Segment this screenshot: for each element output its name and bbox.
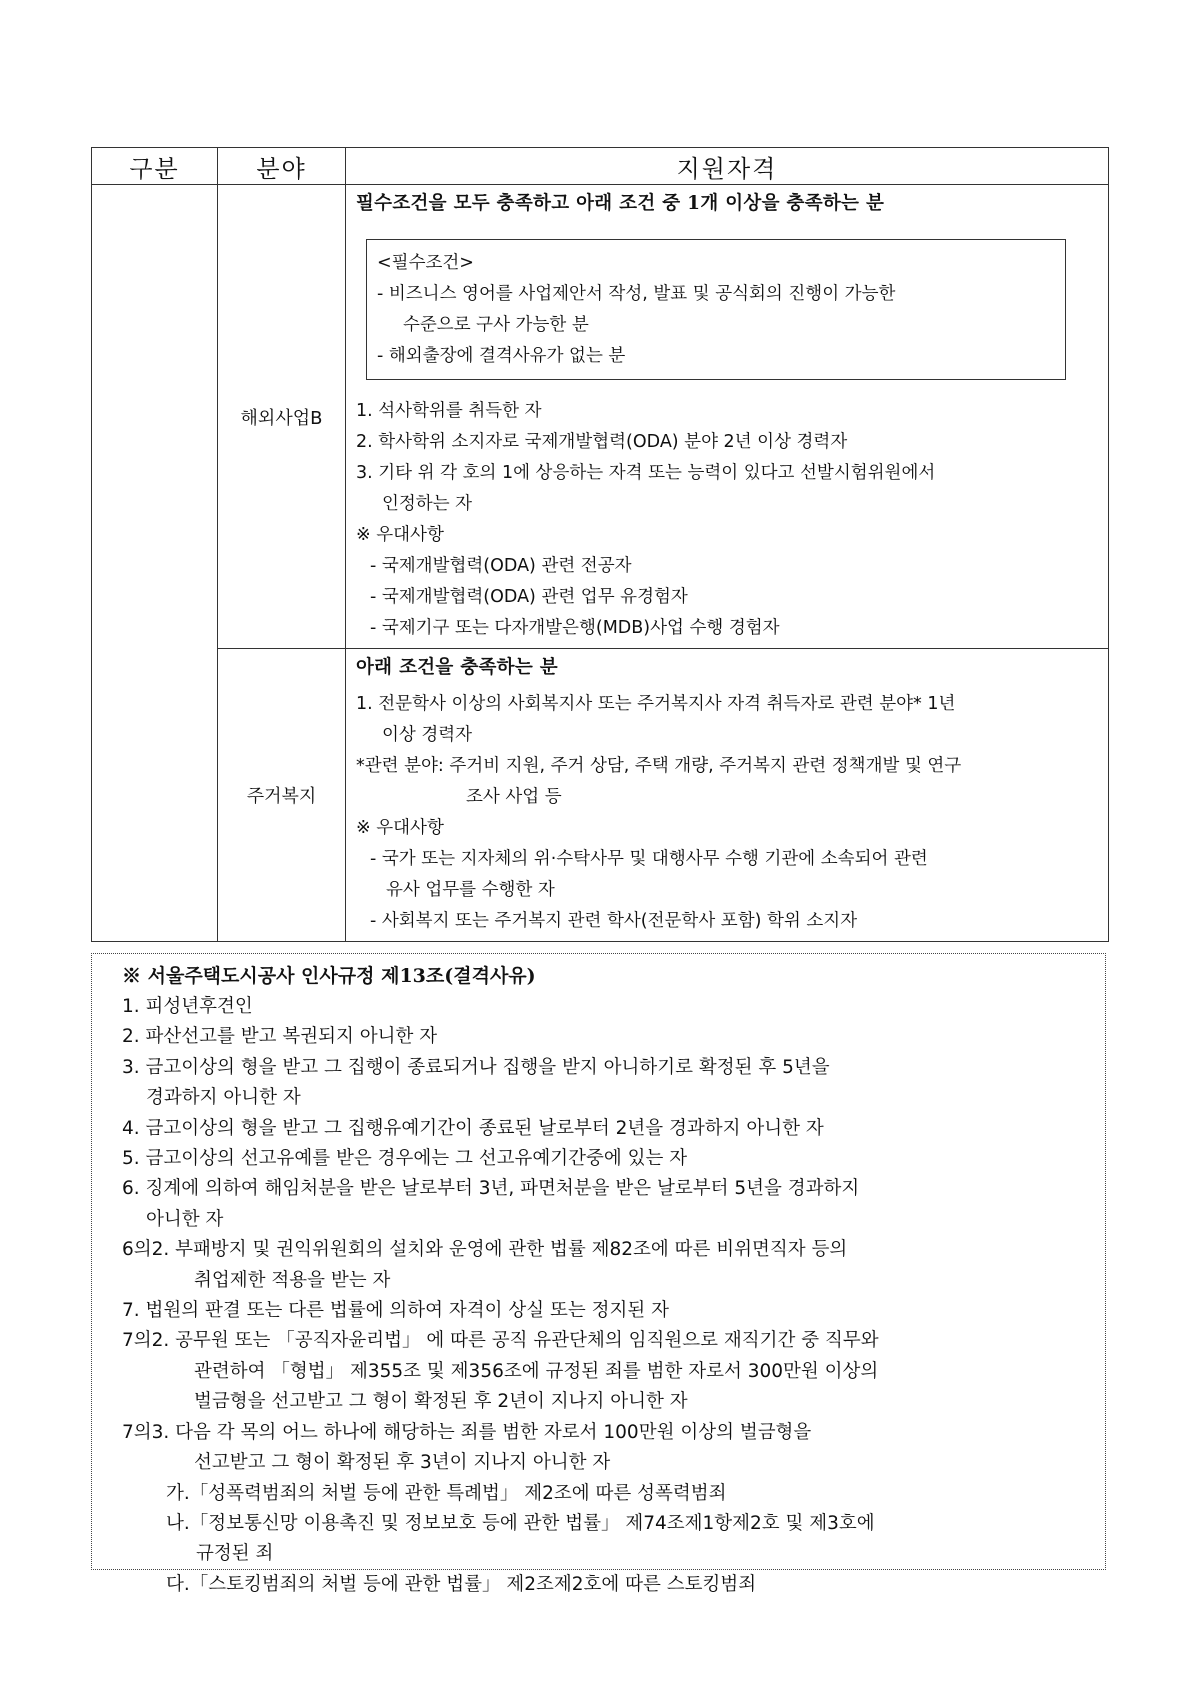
- preference-item: - 국제기구 또는 다자개발은행(MDB)사업 수행 경험자: [370, 618, 780, 638]
- preference-item-continued: 유사 업무를 수행한 자: [386, 880, 555, 900]
- qualification-lead: 아래 조건을 충족하는 분: [356, 657, 558, 678]
- category-cell: [92, 185, 218, 942]
- sub-item: 나.「정보통신망 이용촉진 및 정보보호 등에 관한 법률」 제74조제1항제2호 및 제3호에: [166, 1512, 875, 1534]
- list-item-continued: 관련하여 「형법」 제355조 및 제356조에 규정된 죄를 범한 자로서 300만원 이상의: [194, 1360, 879, 1382]
- sub-item: 가.「성폭력범죄의 처벌 등에 관한 특례법」 제2조에 따른 성폭력범죄: [166, 1482, 727, 1504]
- field-label: 주거복지: [246, 786, 317, 807]
- condition-item: 3. 기타 위 각 호의 1에 상응하는 자격 또는 능력이 있다고 선발시험위원에서: [356, 463, 936, 483]
- list-item: 6. 징계에 의하여 해임처분을 받은 날로부터 3년, 파면처분을 받은 날로부터 5년을 경과하지: [122, 1178, 860, 1200]
- condition-item-continued: 이상 경력자: [382, 725, 473, 745]
- table-row: [92, 185, 1109, 649]
- qualification-cell: [346, 185, 1109, 649]
- list-item: 7의3. 다음 각 목의 어느 하나에 해당하는 죄를 범한 자로서 100만원 이상의 벌금형을: [122, 1421, 812, 1443]
- table-row: [92, 649, 1109, 942]
- field-label: 해외사업B: [240, 407, 323, 429]
- condition-item: 2. 학사학위 소지자로 국제개발협력(ODA) 분야 2년 이상 경력자: [356, 432, 848, 452]
- qualification-cell: [346, 649, 1109, 942]
- disqualification-title: ※ 서울주택도시공사 인사규정 제13조(결격사유): [122, 965, 536, 987]
- list-item: 2. 파산선고를 받고 복권되지 아니한 자: [122, 1026, 438, 1048]
- preference-item: - 국가 또는 지자체의 위·수탁사무 및 대행사무 수행 기관에 소속되어 관련: [370, 849, 928, 869]
- required-title: <필수조건>: [377, 253, 474, 273]
- condition-note: *관련 분야: 주거비 지원, 주거 상담, 주택 개량, 주거복지 관련 정책개발 및 연구: [356, 756, 962, 776]
- list-item: 6의2. 부패방지 및 권익위원회의 설치와 운영에 관한 법률 제82조에 따른 비위면직자 등의: [122, 1239, 848, 1261]
- list-item-continued: 아니한 자: [146, 1208, 224, 1230]
- sub-item: 다.「스토킹범죄의 처벌 등에 관한 법률」 제2조제2호에 따른 스토킹범죄: [166, 1573, 757, 1595]
- field-cell: [218, 185, 346, 649]
- preference-title: ※ 우대사항: [356, 525, 444, 545]
- condition-note-continued: 조사 사업 등: [466, 787, 562, 807]
- list-item-continued: 취업제한 적용을 받는 자: [194, 1269, 391, 1291]
- required-item-continued: 수준으로 구사 가능한 분: [403, 315, 589, 335]
- condition-item-continued: 인정하는 자: [382, 494, 473, 514]
- list-item: 7. 법원의 판결 또는 다른 법률에 의하여 자격이 상실 또는 정지된 자: [122, 1300, 669, 1322]
- header-category: 구분: [92, 148, 218, 185]
- preference-item: - 사회복지 또는 주거복지 관련 학사(전문학사 포함) 학위 소지자: [370, 911, 858, 931]
- table-header-row: [92, 148, 1109, 185]
- sub-item-continued: 규정된 죄: [196, 1543, 274, 1565]
- qualification-table: [91, 147, 1109, 942]
- preference-item: - 국제개발협력(ODA) 관련 업무 유경험자: [370, 587, 688, 607]
- list-item: 5. 금고이상의 선고유예를 받은 경우에는 그 선고유예기간중에 있는 자: [122, 1148, 688, 1170]
- list-item-continued: 벌금형을 선고받고 그 형이 확정된 후 2년이 지나지 아니한 자: [194, 1391, 688, 1413]
- condition-item: 1. 석사학위를 취득한 자: [356, 401, 542, 421]
- condition-item: 1. 전문학사 이상의 사회복지사 또는 주거복지사 자격 취득자로 관련 분야* 1년: [356, 694, 956, 714]
- disqualification-box: [91, 953, 1106, 1595]
- list-item: 1. 피성년후견인: [122, 996, 253, 1017]
- list-item-continued: 선고받고 그 형이 확정된 후 3년이 지나지 아니한 자: [194, 1452, 611, 1474]
- list-item: 3. 금고이상의 형을 받고 그 집행이 종료되거나 집행을 받지 아니하기로 확정된 후 5년을: [122, 1056, 830, 1078]
- header-field: 분야: [218, 148, 346, 185]
- field-cell: [218, 649, 346, 942]
- required-item: - 해외출장에 결격사유가 없는 분: [377, 346, 626, 366]
- preference-item: - 국제개발협력(ODA) 관련 전공자: [370, 556, 632, 576]
- qualification-lead: 필수조건을 모두 충족하고 아래 조건 중 1개 이상을 충족하는 분: [356, 193, 885, 214]
- list-item-continued: 경과하지 아니한 자: [146, 1087, 301, 1109]
- list-item: 7의2. 공무원 또는 「공직자윤리법」 에 따른 공직 유관단체의 임직원으로 재직기간 중 직무와: [122, 1330, 879, 1352]
- header-qualification: 지원자격: [346, 148, 1109, 185]
- preference-title: ※ 우대사항: [356, 818, 444, 838]
- required-item: - 비즈니스 영어를 사업제안서 작성, 발표 및 공식회의 진행이 가능한: [377, 284, 896, 304]
- list-item: 4. 금고이상의 형을 받고 그 집행유예기간이 종료된 날로부터 2년을 경과하지 아니한 자: [122, 1117, 824, 1139]
- required-conditions-box: [366, 239, 1066, 380]
